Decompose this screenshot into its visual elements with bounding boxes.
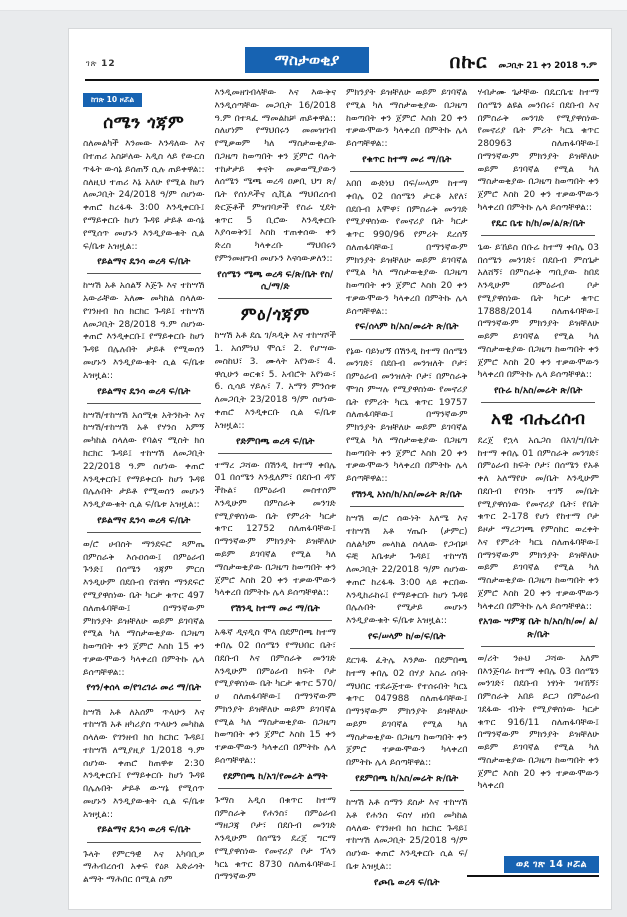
page-jump-area xyxy=(467,852,599,877)
section-banner xyxy=(245,47,369,73)
court-signature: የሽንዲ ከተማ መሪ ማ/ቤት xyxy=(230,604,320,615)
court-signature: የይልማና ዴንሳ ወረዳ ፍ/ቤት xyxy=(97,515,191,526)
court-signature: የጮቤ ወረዳ ፍ/ቤት xyxy=(374,877,440,888)
notice-paragraph: ደረጀ የኋላ አሴጋስ በአገ/ግ/ቤት ከተማ ቀበሌ 01 በምስራቅ መንገድ፣ በምዕራብ ክፍት ቦታ፣ በሰሜን የአቶ ቀለ አለማየሁ መ/ቤት እንዲሁም በደቡብ የባንኩ ተገኝ መ/ቤት የሚያዋስነው የመኖሪያ ቤት፣ የቤት ቁጥር 2-178 የሆነ የከተማ ቦታ ይዞታ ማረጋገጫ የምስክር ወረቀት እና የምሪት ካርኒ ስለጠፋባቸው፤ በማንኛውም ምክንያት ይዝቸለሁ ወይም ይገባኛል የሚል ካለ ማስታወቂያው በጋዜጣ ከወጣበት ቀን ጀምሮ እስከ 20 ቀን ተቃውሞውን ካላቀረበ በምትኩ ሌላ ይሰጣቸዋል:: xyxy=(477,435,599,612)
notice-divider xyxy=(481,402,595,403)
notice-divider xyxy=(350,171,464,172)
court-signature: የሰሜን ሜጫ ወረዳ ፍ/ጽ/ቤት የስ/ሲ/ማ/ድ xyxy=(217,269,334,292)
notice-paragraph: ከሣሽ አቶ ደሴ ገ/ጻዲቅ እና ተከሣሾች 1. አሰምነህ ሞሴ፣ 2. የሆሣው መስከህ፣ 3. ሙላት አየነው፣ 4. ዋሲሁን ወርቁ፣ 5. አብሮት አየነው፣ 6. ሲሳይ ሃይሉ፣ 7. አማን ምንሰቱ ለመጋቢት 23/2018 ዓ/ም ሰሆነው ቀጠሮ እንዲቀርቡ ሲል ፍ/ቤቱ አዝዟል:: xyxy=(214,331,336,431)
court-signature: የቁጥር ከተማ መሪ ማ/ቤት xyxy=(362,154,452,165)
section-heading: ምዕ/ጎጃም xyxy=(240,305,310,325)
notice-divider xyxy=(87,842,201,843)
notice-paragraph: ደርገዱ ፈትሌ እንፆው በደምበጫ ከተማ ቀበሌ 02 በሃያ አስራ ሰባት ማህበር ተደራጅተው የተሰሩበት ካርኒ ቁጥር 047988 ስለጠፋባቸው፤ በማንኛውም ምክንያት ይዝቸለሁ ወይም ይገባኛል የሚል ካለ ማስታወቂያው በጋዜጣ ከወጣበት ቀን ጀምሮ ተቃውሞውን ካላቀረበ በምትኩ ሌላ ይሰጣቸዋል:: xyxy=(346,656,468,769)
notice-paragraph: ምክንያት ይዝቸለሁ ወይም ይገባኛል የሚል ካለ ማስታወቂያው በጋዜጣ ከወጣበት ቀን ጀምሮ እስከ 20 ቀን ተቃውሞውን ካላቀረበ በምትኩ ሌላ ይሰጣቸዋል:: xyxy=(346,88,468,150)
section-title: ማስታወቂያ xyxy=(274,51,340,69)
notice-paragraph: ከሣሽ አቶ ስማን ደስታ እና ተከሣሽ አቶ የሐንስ ፍስሃ ዘነበ መካከል ስላለው የገንዘብ ክስ ክርክር ጉዳይ፤ ተከሣሽ ለመጋቢት 25/2018 ዓ/ም ሰሆነው ቀጠሮ እንዲቀርቡ ሲል ፍ/ቤቱ አዝዟል:: xyxy=(346,798,468,872)
notice-paragraph: ጉላት የምርዓዊ እና አካባቢዎ ማሕብረሰብ አቀፍ የዕጾ አድራጎት ልማት ማሕበር በሚል ስም xyxy=(83,849,205,886)
window-top-strip xyxy=(0,0,627,11)
notice-paragraph: ጌው ይኸይስ በቡሬ ከተማ ቀበሌ 03 በሰሜን መንገድ፣ በደቡብ ምስጌታ አለሸኝ፣ በምስራቅ ጣቢያው ከበደ እንዲሁም በምዕራብ ቦታ የሚያዋስነው ቤት ካርታ ቁጥር 17888/2014 ስለጠፋባቸው፤ በማንኛውም ምክንያት ይዝቸለሁ ወይም ይገባኛል የሚል ካለ ማስታወቂያው በጋዜጣ ከወጣበት ቀን ጀምሮ እስከ 20 ቀን ተቃውሞውን ካላቀረበ በምትኩ ሌላ ይሰጣቸዋል:: xyxy=(477,242,599,381)
masthead-logo: በኩር xyxy=(449,51,488,73)
notice-columns xyxy=(83,87,599,899)
notice-paragraph: ወ/ሮ ሀብስት ማንደፍሮ ጻምጤ በምስራቅ እሱዐሰው፤ በምዕራብ ጉንድ፤ በሰሜን ጎጃም ምርስ እንዲሁም በደቡብ የሸዋስ ማንደፍሮ የሚያዋስነው ቤት ካርታ ቁጥር 497 ስለጠፋባቸው፤ በማንኛውም ምክንያት ይዝቸለሁ ወይም ይገባኛል የሚል ካለ ማስታወቂያው በጋዜጣ ከወጣበት ቀን ጀምሮ እስከ 15 ቀን ተቃውሞውን ካላቀረበ በምትኩ ሌላ ይሰጣቸዋል:: xyxy=(83,539,205,678)
court-signature: የደምበጫ ከ/አስ/መሬት ጽ/ቤት xyxy=(355,774,459,785)
notice-paragraph: ጉማስ አዲስ በቁጥር ከተማ በምስራቅ የሐንስ፣ በምዕራብ ማዘጋጃ ቦታ፣ በደቡብ መንገድ እንዲሁም በሰሜን ደረጀ ግርማ የሚያዋስነው የመኖሪያ ቦታ ፕላን ካርኒ ቁጥር 8730 ስለጠፋባቸው፤ በማንኛውም xyxy=(214,795,336,883)
column-3 xyxy=(346,87,468,899)
court-signature: የደምበጫ ከ/አገ/የመሬት ልማት xyxy=(223,771,328,782)
continued-from-badge: ከገጽ 10 ዞሯል xyxy=(83,93,142,107)
court-signature: የቡሬ ከ/አስ/መሬት ጽ/ቤት xyxy=(494,386,583,397)
notice-divider xyxy=(218,453,332,454)
section-heading: ሰሜን ጎጃም xyxy=(103,113,185,133)
court-signature: የሽንዲ አነስ/ከ/አስ/መሬት ጽ/ቤት xyxy=(351,489,463,500)
notice-divider xyxy=(87,273,201,274)
notice-paragraph: እንዲመዘገብላቸው እና እውቅና እንዲሰጣቸው መጋቢት 16/2018 ዓ.ም በተጻፈ ማመልከቻ ጠይቀዋል:: ስለሆነም የማህበሩን መመዝገብ የሚቃወም ካለ ማስታወቂያው በጋዜጣ ከወጣበት ቀን ጀምሮ ባሉት ተከታታይ ቀናት መቃወሚያውን ለሰሜን ሜጫ ወረዳ ዐቃቢ ህግ ጽ/ቤት የሰነዶችና ሲቪል ማህበረሰብ ድርጅቶች ምዝገባዎች የስራ ሂደት ቁጥር 5 ቢሮው እንዲቀርቡ እያሳወቅን፤ እስከ ተጠቀሰው ቀን ድረስ ካላቀረቡ ማህበሩን የምንመዘግብ መሆኑን እናሳውቃለን:: xyxy=(214,88,336,264)
notice-paragraph: ከሣሽ/ተከሣሽ አሰሚቁ አትንኩት እና ከሣሽ/ተከሣሽ አቶ የሃንስ አምኝ መካከል ስላለው የባልና ሚስት ክስ ክርክር ጉዳይ፤ ተከሣሽ ለመጋቢት 22/2018 ዓ.ም ሰሆነው ቀጠሮ እንዲቀርቡ፤ የማይቀርቡ ከሆነ ጉዳዩ በሌሉበት ታይቶ የሚወሰን መሆኑን እንዲያውቁት ሲል ፍ/ቤቱ አዝዟል:: xyxy=(83,410,205,511)
section-heading: አዊ ብሔረሰብ xyxy=(490,409,586,430)
court-signature: የአገው ሣምጃ ቤት ከ/አስ/ከ/መ/ ል/ጽ/ቤት xyxy=(478,617,598,640)
notice-divider xyxy=(350,790,464,791)
court-signature: የድምበጫ ወረዳ ፍ/ቤት xyxy=(236,436,315,447)
court-signature: የፍ/ሰላም ከ/አስ/መሬት ጽ/ቤት xyxy=(355,322,459,333)
notice-divider xyxy=(218,620,332,621)
notice-divider xyxy=(87,403,201,404)
column-2 xyxy=(215,87,337,899)
page-number-value: 12 xyxy=(101,59,116,69)
notice-paragraph: አበበ ውድነህ በፍ/ሠላም ከተማ ቀበሌ 02 በሰሜን ታርቆ አየለ፣ በደቡብ አሞዋ፣ በምስራቅ መንገድ የሚያዋስነው የመኖሪያ ቤት ካርታ ቁጥር 990/96 የምሪት ደረሰኝ ስለጠፋባቸው፤ በማንኛውም ምክንያት ይዝቸለሁ ወይም ይገባኛል የሚል ካለ ማስታወቂያው በጋዜጣ ከወጣበት ቀን ጀምሮ እስከ 20 ቀን ተቃውሞውን ካላቀረበ በምትኩ ሌላ ይሰጣቸዋል:: xyxy=(346,178,468,317)
page-jump-rule xyxy=(467,875,599,877)
issue-date: መጋቢት 21 ቀን 2018 ዓ.ም xyxy=(498,61,597,71)
notice-paragraph: የኔው ባይነሆኝ በሽንዲ ከተማ በሰሜን መንገድ፣ በደቡብ መንዝለት ቦታ፣ በምዕራብ መንዝለት ቦታ፣ በምስራቅ ሞገስ ምሣሉ የሚያዋስነው የመኖሪያ ቤት የምሪት ካርኒ ቁጥር 19757 ስለጠፋባቸው፤ በማንኛውም ምክንያት ይዝቸለሁ ወይም ይገባኛል የሚል ካለ ማስታወቂያው በጋዜጣ ከወጣበት ቀን ጀምሮ እስከ 20 ቀን ተቃውሞውን ካላቀረበ በምትኩ ሌላ ይሰጣቸዋል:: xyxy=(346,346,468,485)
notice-paragraph: ተማረ ጋሻው በሽንዲ ከተማ ቀበሌ 01 በሰሜን እንዷለም፣ በደቡብ ዳኘ ችኩል፣ በምዕራብ መስተሰም እንዲሁም በምስራቅ መንገድ የሚያዋስነው ቤት የምሪት ካርታ ቁጥር 12752 ስለጠፋባቸው፤ በማንኛውም ምክንያት ይዝቸለሁ ወይም ይገባኛል የሚል ካለ ማስታወቂያው በጋዜጣ ከወጣበት ቀን ጀምሮ እስከ 20 ቀን ተቃውሞውን ካላቀረበ በምትኩ ሌላ ይሰጣቸዋል:: xyxy=(214,460,336,599)
notice-paragraph: ሃብታሙ ጌታቸው በዴርቤቴ ከተማ በሰሜን ልዩል መንበሩ፣ በደቡብ እና በምስራቅ መንገድ የሚያዋስነው የመኖሪያ ቤት ምሪት ካርኒ ቁጥር 280963 ስለጠፋባቸው፤ በማንኛውም ምክንያት ይዝቸለሁ ወይም ይገባኛል የሚል ካለ ማስታወቂያው በጋዜጣ ከወጣበት ቀን ጀምሮ እስከ 20 ቀን ተቃውሞውን ካላቀረበ በምትኩ ሌላ ይሰጣቸዋል:: xyxy=(477,88,599,213)
column-1 xyxy=(83,87,205,899)
notice-divider xyxy=(481,646,595,647)
court-signature: የጎን/ቀሰላ ወ/የገረገራ መሪ ማ/ቤት xyxy=(86,683,202,694)
notice-paragraph: ወ/ሪት ንፁህ ጋሻው አለም በእንጅባራ ከተማ ቀበሌ 03 በሰሜን መንገድ፣ በደቡብ ነፃነት ገዛኸኝ፣ በምስራቅ አበይ ይርጋ በምዕራብ ገደፋው ብነት የሚያዋስነው ካርታ ቁጥር 916/11 ስለጠፋባቸው፤ በማንኛውም ምክንያት ይዝቸለሁ ወይም ይገባኛል የሚል ካለ ማስታወቂያው በጋዜጣ ከወጣበት ቀን ጀምሮ እስከ 20 ቀን ተቃውሞውን ካላቀረበ xyxy=(477,653,599,792)
notice-divider xyxy=(350,339,464,340)
masthead-area xyxy=(449,51,597,73)
page-header xyxy=(69,29,611,81)
notice-divider xyxy=(218,298,332,299)
notice-divider xyxy=(87,700,201,701)
court-signature: የዴር ቤቴ ከ/ከ/መ/ል/ጽ/ቤት xyxy=(491,218,585,229)
continued-to-badge: ወደ ገጽ 14 ዞሯል xyxy=(504,856,599,873)
notice-paragraph: ስለመልካች እንመው እንዳለው እና በተጠሪ አስቻለው አዲስ ላይ የውርስ ጥፋት ውሳኔ ይሰጠኝ ሲሉ ጠይቀዋል:: ስለዚህ ተጠሪ እኔ አለሁ የሚል ከሆነ ለመጋቢት 24/2018 ዓ/ም ሰሆነው ቀጠሮ ከረፋዱ 3:00 እንዲቀርቡ፤ የማይቀርቡ ከሆነ ጉዳዩ ታይቶ ውሳኔ የሚሰጥ መሆኑን እንዲያውቁት ሲል ፍ/ቤቱ አዝዟል:: xyxy=(83,139,205,252)
notice-divider xyxy=(350,506,464,507)
notice-paragraph: ከሣሽ ወ/ሮ ሰውነት አለሜ እና ተከሣሽ አቶ ሃጤቡ (ታምር) ስለልካም መላክል ስላለው የጋብቻ ፍቺ አቤቱታ ጉዳይ፤ ተከሣሽ ለመጋቢት 22/2018 ዓ/ም ሰሆነው ቀጠሮ ከረፋዱ 3:00 ላይ ቀርበው እንዲከራከሩ፤ የማይቀርቡ ከሆነ ጉዳዩ በሌሉበት የሚታይ መሆኑን እንዲያውቁት ፍ/ቤቱ አዝዟል:: xyxy=(346,514,468,627)
court-signature: የይልማና ዴንሳ ወረዳ ፍ/ቤት xyxy=(97,257,191,268)
notice-divider xyxy=(218,788,332,789)
column-4 xyxy=(478,87,600,899)
notice-paragraph: አዱኛ ዲናዲስ ሞላ በደምበጫ ከተማ ቀበሌ 02 በሰሜን የማህበር ቤት፣ በደቡብ እና በምስራቅ መንገድ እንዲሁም በምዕራብ ክፍት ቦታ የሚያዋስነው ቤት ካርታ ቁጥር 570/ሀ ስለጠፋባቸው፤ በማንኛውም ምክንያት ይዝቸለሁ ወይም ይገባኛል የሚል ካለ ማስታወቂያው በጋዜጣ ከወጣበት ቀን ጀምሮ እስከ 15 ቀን ተቃውሞውን ካላቀረበ በምትኩ ሌላ ይሰጣቸዋል:: xyxy=(214,628,336,766)
court-signature: የይልማና ዴንሳ ወረዳ ፍ/ቤት xyxy=(97,825,191,836)
page-number xyxy=(86,59,116,69)
newspaper-page xyxy=(68,28,612,910)
notice-paragraph: ከሣሽ አቶ ለአሰም ጥላሁን እና ተከሣሽ አቶ ዘካሪያስ ጥላሁን መካከል ስላለው የገንዘብ ክስ ክርክር ጉዳይ፤ ተከሣሽ ለሚያዚያ 1/2018 ዓ.ም ሰሆነው ቀጠሮ ከጠዋቱ 2:30 እንዲቀርቡ፤ የማይቀርቡ ከሆነ ጉዳዩ በሌሉበት ታይቶ ውሣኔ የሚሰጥ መሆኑን እንዲያውቁት ሲል ፍ/ቤቱ አዝዟል:: xyxy=(83,707,205,820)
court-signature: የይልማና ዴንሳ ወረዳ ፍ/ቤት xyxy=(97,386,191,397)
header-rule xyxy=(85,79,599,81)
page-number-label: ገጽ xyxy=(86,59,98,68)
court-signature: የፍ/ሠላም ከ/ወ/ፍ/ቤት xyxy=(368,631,446,642)
notice-divider xyxy=(350,648,464,649)
notice-divider xyxy=(481,235,595,236)
notice-paragraph: ከሣሽ አቶ አሰልኝ እጅጉ እና ተከሣሽ አውራቸው አለሙ መካከል ስላለው የገንዘብ ክስ ክርክር ጉዳይ፤ ተከሣሽ ለመጋቢት 28/2018 ዓ.ም ሰሆነው ቀጠሮ እንዲቀርቡ፤ የማይቀርቡ ከሆነ ጉዳዩ በሌሉበት ታይቶ የሚወሰን መሆኑን እንዲያውቁት ሲል ፍ/ቤቱ አዝዟል:: xyxy=(83,281,205,381)
notice-divider xyxy=(87,532,201,533)
